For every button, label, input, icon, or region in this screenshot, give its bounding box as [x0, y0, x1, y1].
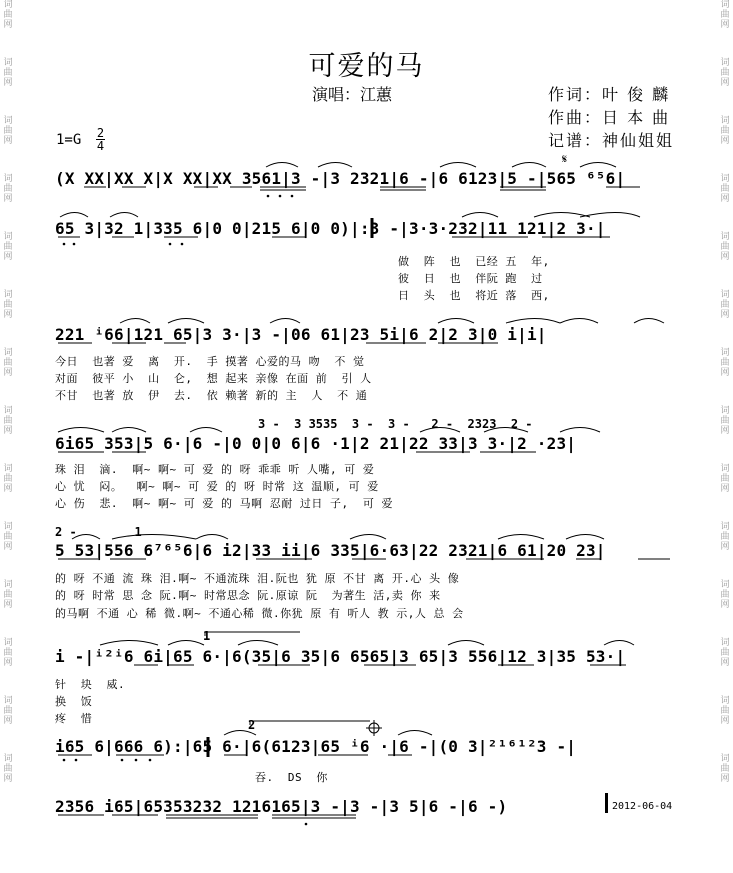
watermark-text: 词曲网 [3, 232, 13, 262]
lyric-row-4-verse-2: 心 忧 闷。 啊~ 啊~ 可 爱 的 呀 时常 这 温顺, 可 爱 [55, 480, 379, 493]
transcriber-credit: 记谱：神仙姐姐 [548, 131, 675, 150]
composer-credit: 作曲：日 本 曲 [548, 108, 671, 127]
lyric-row-3-verse-1: 今日 也著 爱 离 开. 手 摸著 心爱的马 吻 不 觉 [55, 355, 365, 368]
watermark-text: 词曲网 [720, 464, 730, 494]
lyric-row-2-verse-2: 彼 日 也 伴阮 跑 过 [398, 272, 543, 285]
lower-octave-dot [181, 243, 184, 246]
slur [398, 731, 432, 736]
tie [560, 319, 598, 324]
watermark-text: 词曲网 [3, 696, 13, 726]
slur [604, 641, 634, 646]
singer-credit: 演唱：江蕙 [312, 85, 393, 104]
watermark-text: 词曲网 [720, 0, 730, 30]
watermark-text: 词曲网 [720, 348, 730, 378]
watermark-text: 词曲网 [720, 522, 730, 552]
tie [238, 641, 278, 646]
lower-octave-dot [121, 759, 124, 762]
score-row-4: 6i65 353|5 6·|6 -|0 0|0 6|6 ·1|2 21|22 33|3 3·|2 ·23| [55, 434, 577, 453]
watermark-text: 词曲网 [720, 638, 730, 668]
watermark-text: 词曲网 [3, 580, 13, 610]
tie [506, 319, 560, 324]
tie [580, 213, 640, 218]
lower-octave-dot [291, 195, 294, 198]
lower-octave-dot [135, 759, 138, 762]
segno-icon: 𝄋 [562, 152, 568, 166]
lower-octave-dot [63, 243, 66, 246]
lyric-row-5-verse-3: 的马啊 不通 心 稀 微.啊~ 不通心稀 微.你犹 原 有 听人 教 示,人 总 会 [55, 607, 464, 620]
lower-octave-dot [305, 823, 308, 826]
score-row-5: 5 53|556 6⁷⁶⁵6|6 i2|33 ii|6 335|6·63|22 2321|6 61|20 23| [55, 541, 606, 560]
final-barline [605, 793, 608, 813]
watermark-text: 词曲网 [720, 406, 730, 436]
slur [438, 319, 474, 324]
watermark-text: 词曲网 [3, 522, 13, 552]
watermark-text: 词曲网 [720, 580, 730, 610]
watermark-text: 词曲网 [3, 754, 13, 784]
lower-octave-dot [73, 243, 76, 246]
tie [318, 163, 352, 168]
time-signature [96, 127, 105, 152]
watermark-text: 词曲网 [3, 174, 13, 204]
watermark-text: 词曲网 [3, 464, 13, 494]
slur [512, 163, 546, 168]
watermark-text: 词曲网 [3, 406, 13, 436]
lyric-row-6-verse-3: 疼 惜 [55, 712, 93, 725]
slur [60, 213, 88, 218]
slur [462, 213, 498, 218]
lyric-row-2-verse-3: 日 头 也 将近 落 西, [398, 289, 550, 302]
volta-1-label: 1 [203, 629, 211, 643]
watermark-left [1, 0, 15, 812]
slur [168, 641, 204, 646]
tie [440, 163, 476, 168]
watermark-text: 词曲网 [720, 696, 730, 726]
watermark-text: 词曲网 [720, 116, 730, 146]
lyric-row-2-verse-1: 做 阵 也 已经 五 年, [398, 255, 550, 268]
time-signature-top: 2 [96, 126, 105, 140]
lyric-row-3-verse-3: 不甘 也著 放 伊 去. 依 赖著 新的 主 人 不 通 [55, 389, 368, 402]
key-signature: 1=G [56, 132, 82, 148]
lower-octave-dot [149, 759, 152, 762]
lyric-row-7: 吞. DS 你 [255, 771, 328, 784]
slur [448, 641, 484, 646]
watermark-text: 词曲网 [3, 58, 13, 88]
song-title: 可爱的马 [308, 51, 425, 82]
lyric-row-5-verse-1: 的 呀 不通 流 珠 泪.啊~ 不通流珠 泪.阮也 犹 原 不甘 离 开.心 头 像 [55, 572, 460, 585]
score-row-2: 65 3|32 1|335 6|0 0|215 6|0 0)|:3 -|3·3·232|11 121|2 3·| [55, 219, 606, 238]
tie [190, 428, 222, 433]
score-row-3: 221 ⁱ66|121 65|3 3·|3 -|06 61|23 5i|6 2|2 3|0 i|i| [55, 325, 547, 344]
watermark-text: 词曲网 [3, 638, 13, 668]
watermark-text: 词曲网 [720, 290, 730, 320]
score-row-1: (X XX|XX X|X XX|XX 3561|3 -|3 2321|6 -|6 6123|5 -|565 ⁶⁵6| [55, 169, 626, 188]
time-signature-bottom: 4 [96, 139, 105, 153]
lower-octave-dot [63, 759, 66, 762]
lower-octave-dot [169, 243, 172, 246]
lyric-row-6-verse-1: 针 块 威. [55, 678, 126, 691]
slur [534, 213, 590, 218]
slur [100, 641, 158, 646]
tie [634, 319, 664, 324]
lower-octave-dot [267, 195, 270, 198]
watermark-text: 词曲网 [720, 58, 730, 88]
slur [580, 163, 616, 168]
score-row-7: i65 6|666 6):|65 6·|6(6123|65 ⁱ6 ·|6 -|(0 3|²¹⁶¹²3 -| [55, 737, 577, 756]
slur [266, 163, 298, 168]
slur [168, 319, 204, 324]
watermark-text: 词曲网 [3, 0, 13, 30]
transcription-date: 2012-06-04 [612, 801, 673, 812]
watermark-text: 词曲网 [3, 116, 13, 146]
watermark-right [718, 0, 732, 812]
watermark-text: 词曲网 [3, 290, 13, 320]
score-row-6: i -|ⁱ²ⁱ6 6i|65 6·|6(35|6 35|6 6565|3 65|3 556|12 3|35 53·| [55, 647, 626, 666]
slur [58, 428, 104, 433]
watermark-text: 词曲网 [720, 174, 730, 204]
slur [120, 319, 150, 324]
slur [112, 428, 146, 433]
watermark-text: 词曲网 [720, 232, 730, 262]
watermark-text: 词曲网 [720, 754, 730, 784]
tie [270, 319, 300, 324]
lyric-row-6-verse-2: 换 饭 [55, 695, 93, 708]
lyric-row-4-verse-1: 珠 泪 滴. 啊~ 啊~ 可 爱 的 呀 乖乖 听 人嘴, 可 爱 [55, 463, 375, 476]
score-row-5-upper-voice: 2 - 1 [55, 525, 142, 539]
lyricist-credit: 作词：叶 俊 麟 [548, 85, 671, 104]
volta-2-label: 2 [248, 718, 256, 732]
lyric-row-4-verse-3: 心 伤 悲. 啊~ 啊~ 可 爱 的 马啊 忍耐 过日 子, 可 爱 [55, 497, 393, 510]
score-row-4-upper-voice: 3 - 3 3535 3 - 3 - 2 - 2323 2 - [258, 417, 533, 431]
slur [110, 213, 138, 218]
lyric-row-5-verse-2: 的 呀 时常 思 念 阮.啊~ 时常思念 阮.原谅 阮 为著生 活,卖 你 来 [55, 589, 441, 602]
lower-octave-dot [279, 195, 282, 198]
score-row-8: 2356 i65|65353232 1216165|3 -|3 -|3 5|6 -|6 -) [55, 797, 508, 816]
lyric-row-3-verse-2: 对面 彼平 小 山 仑, 想 起来 亲像 在面 前 引 人 [55, 372, 372, 385]
watermark-text: 词曲网 [3, 348, 13, 378]
lower-octave-dot [75, 759, 78, 762]
